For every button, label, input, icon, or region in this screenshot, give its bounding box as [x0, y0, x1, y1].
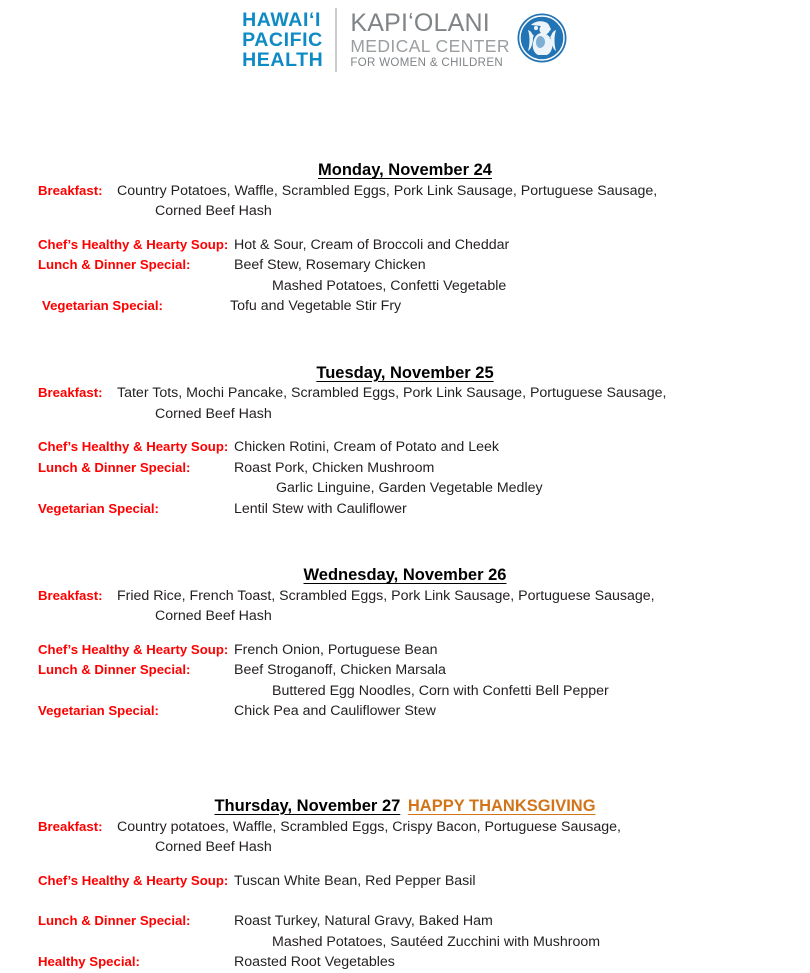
menu-body: [0, 160, 810, 973]
soup-value: Tuscan White Bean, Red Pepper Basil: [234, 872, 476, 889]
soup-value: French Onion, Portuguese Bean: [234, 641, 438, 658]
kapiolani-line-3: FOR WOMEN & CHILDREN: [350, 57, 503, 69]
special-value: Roast Pork, Chicken Mushroom: [234, 459, 435, 476]
special-value-line2: Buttered Egg Noodles, Corn with Confetti Bell Pepper: [272, 682, 609, 699]
breakfast-label: Breakfast:: [38, 385, 103, 401]
soup-value: Hot & Sour, Cream of Broccoli and Cheddar: [234, 236, 510, 253]
vegetarian-label: Vegetarian Special:: [42, 298, 163, 314]
soup-label: Chef’s Healthy & Hearty Soup:: [38, 236, 229, 252]
day-heading-tuesday: [0, 363, 810, 384]
breakfast-value: Tater Tots, Mochi Pancake, Scrambled Eggs, Pork Link Sausage, Portuguese Sausage,: [117, 385, 667, 402]
row-soup: [0, 640, 810, 661]
breakfast-value-line2: Corned Beef Hash: [155, 608, 272, 625]
logo-header: [0, 6, 810, 74]
row-vegetarian-special: [0, 296, 810, 317]
hph-line-1: HAWAIʻI: [242, 8, 322, 31]
day-spacer: [0, 317, 810, 363]
row-vegetarian-special: [0, 499, 810, 520]
section-spacer: [0, 222, 810, 235]
vegetarian-value: Lentil Stew with Cauliflower: [234, 500, 407, 517]
hph-line-2: PACIFIC: [242, 28, 323, 51]
day-block-tuesday: [0, 363, 810, 520]
section-spacer: [0, 891, 810, 911]
breakfast-value: Country potatoes, Waffle, Scrambled Eggs, Crispy Bacon, Portuguese Sausage,: [117, 818, 621, 835]
day-title: Tuesday, November 25: [316, 363, 494, 382]
breakfast-value: Country Potatoes, Waffle, Scrambled Eggs, Pork Link Sausage, Portuguese Sausage,: [117, 182, 658, 199]
kapiolani-line-2: MEDICAL CENTER: [350, 35, 510, 56]
soup-label: Chef’s Healthy & Hearty Soup:: [38, 872, 229, 888]
breakfast-label: Breakfast:: [38, 818, 103, 834]
row-lunch-dinner-special: [0, 911, 810, 932]
hawaii-pacific-health-logo: [242, 6, 335, 74]
kapiolani-medical-center-logo: [337, 6, 568, 74]
holiday-note: HAPPY THANKSGIVING: [407, 796, 596, 815]
section-spacer: [0, 627, 810, 640]
row-lunch-dinner-special: [0, 660, 810, 681]
kapiolani-wordmark: [350, 8, 510, 70]
special-value: Roast Turkey, Natural Gravy, Baked Ham: [234, 913, 493, 929]
day-title: Wednesday, November 26: [303, 566, 507, 585]
breakfast-label: Breakfast:: [38, 587, 103, 603]
day-block-wednesday: [0, 565, 810, 722]
vegetarian-value: Tofu and Vegetable Stir Fry: [230, 298, 402, 315]
breakfast-value-line2: Corned Beef Hash: [155, 839, 272, 855]
vegetarian-label: Vegetarian Special:: [38, 500, 159, 516]
section-spacer: [0, 858, 810, 871]
row-soup: [0, 437, 810, 458]
soup-label: Chef’s Healthy & Hearty Soup:: [38, 641, 229, 657]
section-spacer: [0, 424, 810, 437]
row-healthy-special: [0, 952, 810, 973]
breakfast-value-line2: Corned Beef Hash: [155, 203, 272, 220]
row-lunch-dinner-special: [0, 255, 810, 276]
day-heading-thursday: [0, 796, 810, 817]
kapiolani-line-1: KAPIʻOLANI: [350, 8, 490, 37]
day-title: Thursday, November 27: [214, 796, 401, 815]
special-label: Lunch & Dinner Special:: [38, 459, 191, 475]
day-heading-monday: [0, 160, 810, 181]
breakfast-value: Fried Rice, French Toast, Scrambled Eggs, Pork Link Sausage, Portuguese Sausage,: [117, 587, 655, 604]
row-breakfast: [0, 383, 810, 404]
logo-lockup: [242, 6, 568, 74]
special-label: Lunch & Dinner Special:: [38, 662, 191, 678]
day-spacer-large: [0, 722, 810, 796]
vegetarian-value: Chick Pea and Cauliflower Stew: [234, 703, 436, 720]
special-value-line2: Garlic Linguine, Garden Vegetable Medley: [276, 480, 543, 497]
day-block-thursday: [0, 796, 810, 973]
kapiolani-medallion-icon: [516, 12, 568, 69]
special-value-line2: Mashed Potatoes, Confetti Vegetable: [272, 277, 507, 294]
row-vegetarian-special: [0, 701, 810, 722]
special-value: Beef Stew, Rosemary Chicken: [234, 257, 426, 274]
day-title: Monday, November 24: [318, 161, 492, 179]
special-value-line2: Mashed Potatoes, Sautéed Zucchini with Mushroom: [272, 933, 601, 950]
row-breakfast: [0, 817, 810, 838]
hph-line-3: HEALTH: [242, 49, 324, 72]
healthy-special-label: Healthy Special:: [38, 954, 140, 969]
breakfast-label: Breakfast:: [38, 182, 103, 198]
row-breakfast: [0, 586, 810, 607]
healthy-special-value: Roasted Root Vegetables: [234, 954, 395, 970]
special-label: Lunch & Dinner Special:: [38, 913, 191, 928]
breakfast-value-line2: Corned Beef Hash: [155, 405, 272, 422]
day-heading-wednesday: [0, 565, 810, 586]
vegetarian-label: Vegetarian Special:: [38, 703, 159, 719]
row-breakfast: [0, 181, 810, 202]
row-lunch-dinner-special: [0, 458, 810, 479]
day-block-monday: [0, 160, 810, 317]
soup-label: Chef’s Healthy & Hearty Soup:: [38, 439, 229, 455]
special-label: Lunch & Dinner Special:: [38, 257, 191, 273]
soup-value: Chicken Rotini, Cream of Potato and Leek: [234, 439, 499, 456]
row-soup: [0, 871, 810, 892]
row-soup: [0, 235, 810, 256]
day-spacer: [0, 519, 810, 565]
special-value: Beef Stroganoff, Chicken Marsala: [234, 662, 446, 679]
